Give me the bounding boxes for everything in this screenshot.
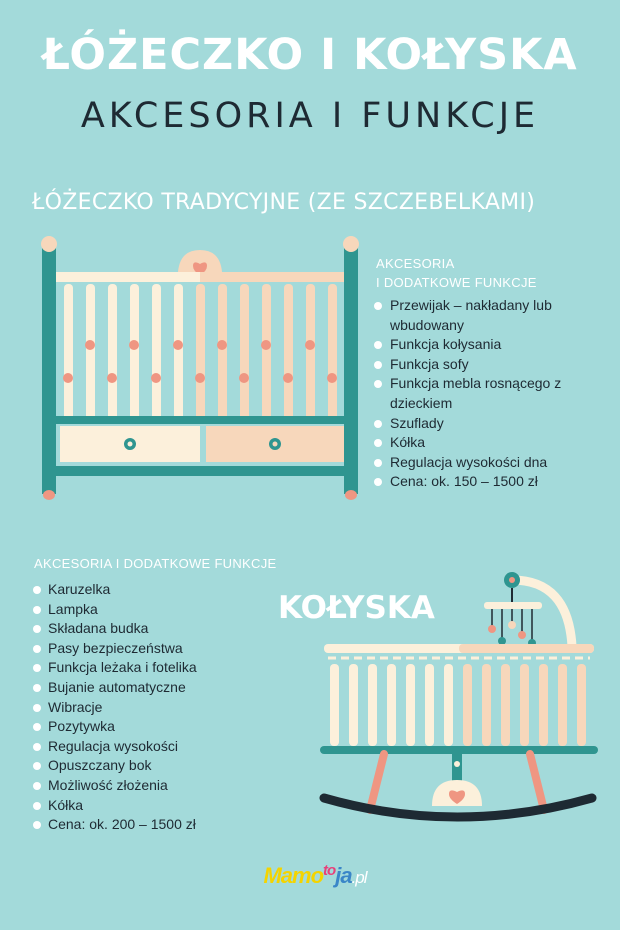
list-item: Przewijak – nakładany lub wbudowany [374,296,604,335]
list-item: Funkcja leżaka i fotelika [33,658,273,678]
logo-part: ja [335,863,352,888]
list-item: Karuzelka [33,580,273,600]
cradle-illustration [316,566,600,836]
bullet-icon [33,821,41,829]
list-item: Pasy bezpieczeństwa [33,639,273,659]
page-subtitle: AKCESORIA I FUNKCJE [80,96,540,136]
list-item: Funkcja sofy [374,355,604,375]
bullet-icon [33,802,41,810]
list-item: Wibracje [33,698,273,718]
crib-accessories-heading-line1: AKCESORIA [376,256,455,271]
bullet-icon [374,361,382,369]
cradle-accessories-heading: AKCESORIA I DODATKOWE FUNKCJE [34,556,277,571]
bullet-icon [33,645,41,653]
list-item: Regulacja wysokości dna [374,453,604,473]
bullet-icon [33,586,41,594]
bullet-icon [374,302,382,310]
list-item: Lampka [33,600,273,620]
bullet-icon [33,664,41,672]
list-item: Składana budka [33,619,273,639]
crib-section-title: ŁÓŻECZKO TRADYCYJNE (ZE SZCZEBELKAMI) [32,190,536,215]
crib-accessories-list [374,296,604,492]
list-item: Możliwość złożenia [33,776,273,796]
logo-part: to [323,862,336,879]
list-item: Cena: ok. 200 – 1500 zł [33,815,273,835]
bullet-icon [33,625,41,633]
bullet-icon [374,439,382,447]
bullet-icon [374,420,382,428]
crib-accessories-heading-line2: I DODATKOWE FUNKCJE [376,275,537,290]
crib-accessories-heading [376,254,596,292]
bullet-icon [33,723,41,731]
bullet-icon [374,459,382,467]
logo-part: .pl [351,868,367,887]
list-item: Cena: ok. 150 – 1500 zł [374,472,604,492]
bullet-icon [374,380,382,388]
cradle-section-title: KOŁYSKA [278,590,435,626]
list-item: Funkcja mebla rosnącego z dzieckiem [374,374,604,413]
logo [250,862,380,889]
bullet-icon [33,743,41,751]
list-item: Kółka [374,433,604,453]
list-item: Szuflady [374,414,604,434]
crib-illustration [30,230,370,505]
bullet-icon [33,782,41,790]
bullet-icon [33,606,41,614]
list-item: Regulacja wysokości [33,737,273,757]
logo-part: Mamo [263,863,324,888]
bullet-icon [33,762,41,770]
bullet-icon [33,684,41,692]
bullet-icon [374,341,382,349]
list-item: Funkcja kołysania [374,335,604,355]
bullet-icon [33,704,41,712]
list-item: Bujanie automatyczne [33,678,273,698]
page-title: ŁÓŻECZKO I KOŁYSKA [42,30,578,80]
cradle-accessories-list [33,580,273,835]
list-item: Opuszczany bok [33,756,273,776]
list-item: Pozytywka [33,717,273,737]
bullet-icon [374,478,382,486]
list-item: Kółka [33,796,273,816]
